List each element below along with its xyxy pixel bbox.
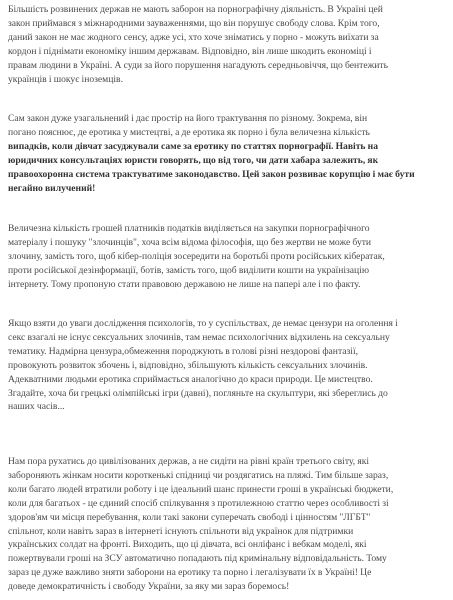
paragraph-4-line: тематику. Надмірна цензура,обмеження породжують в голові різні нездорові фантазії, <box>8 345 359 357</box>
paragraph-4-line: Адекватними людьми еротика сприймається аналогічно до краси природи. Це мистецтво. <box>8 373 373 385</box>
paragraph-4-line: Згадайте, хоча би грецькі олімпійські ігри (давні), погляньте на скульптури, які збереглись до <box>8 387 388 399</box>
paragraph-1-line: Більшість розвинених держав не мають заборон на порнографічну діяльність. В Україні цей <box>8 4 383 15</box>
paragraph-4 <box>8 317 446 414</box>
paragraph-1-line: правам людини в Україні. А суди за його порушення нагадують середньовіччя, що бентежить <box>8 59 388 71</box>
paragraph-3-line: злочину, замість того, щоб кібер-поліція зосередити на боротьбі проти російських кібератак, <box>8 250 385 262</box>
paragraph-5-line: коли багато людей втратили роботу і це ідеальний шанс принести гроші в українські бюджети, <box>8 483 394 495</box>
paragraph-5-line: здоров'ям чи місця перебування, коли такі закони суперечать свободі і цінностям "ЛГБТ" <box>8 511 371 523</box>
paragraph-5 <box>8 455 446 594</box>
paragraph-5-line: українських солдат на фронті. Виходить, що ці дівчата, всі онліфанс і вебкам моделі, які <box>8 539 367 551</box>
paragraph-1-line: українців і шокує іноземців. <box>8 73 123 85</box>
paragraph-3-line: проти російської дезінформації, ботів, замість того, щоб виділити кошти на українізацію <box>8 264 370 276</box>
paragraph-5-line: Нам пора рухатись до цивілізованих держав, а не сидіти на рівні країн третього світу, які <box>8 456 370 467</box>
paragraph-3-line: матеріалу і пошуку "злочинців", хоча всім відома філософія, що без жертви не може бути <box>8 236 372 248</box>
paragraph-3-line: Величезна кількість грошей платників податків виділяється на закупки порнографічного <box>8 223 370 234</box>
paragraph-2-line: юридичних консультаціях юристи говорять, що від того, чи дати хабара залежить, як <box>8 154 379 166</box>
paragraph-2-line: погано пояснює, де еротика у мистецтві, а де еротика як порно і була величезна кількість <box>8 126 370 138</box>
paragraph-5-line: коли для багатьох - це єдиний спосіб спілкування з протилежною статтю через особливості зі <box>8 497 389 509</box>
paragraph-4-line: наших часів... <box>8 401 65 413</box>
paragraph-5-line: зараз це дуже важливо зняти заборони на еротику та порно і легалізувати їх в Україні! Це <box>8 567 372 579</box>
paragraph-4-line: провокують розвиток збочень і, відповідно, збільшують кількість сексуальних злочинів. <box>8 359 368 371</box>
paragraph-5-line: спільнот, коли навіть зараз в інтернеті існують спільноти від українок для підтримки <box>8 525 354 537</box>
paragraph-5-line: пожертвували гроші на ЗСУ автоматично попадають під кримінальну відповідальність. Тому <box>8 553 387 565</box>
paragraph-5-line: забороняють жінкам носити короткенькі спідниці чи роздягатись на пляжі. Тим більше зараз, <box>8 469 389 481</box>
paragraph-4-line: Якщо взяти до уваги дослідження психологів, то у суспільствах, де немає цензури на оголення і <box>8 318 398 329</box>
paragraph-3 <box>8 222 446 292</box>
paragraph-4-line: секс взагалі не існує сексуальних злочинів, там немає психологічних відхилень на сексуальну <box>8 331 390 343</box>
paragraph-1-line: даний закон не має жодного сенсу, адже усі, хто хоче зніматись у порно - можуть виїхати за <box>8 31 379 43</box>
paragraph-2-line: негайно вилучений! <box>8 182 96 194</box>
paragraph-2-line: правоохоронна система трактуватиме законодавство. Цей закон розвиває корупцію і має бути <box>8 168 415 180</box>
paragraph-5-line: доведе демократичність і свободу України, за яку ми зараз боремось! <box>8 581 290 593</box>
paragraph-1-line: закон приймався з міжнародними зауваженнями, що він порушує свободу слова. Крім того, <box>8 17 380 29</box>
paragraph-3-line: інтернету. Тому пропоную стати правовою державою не лише на папері але і по факту. <box>8 278 361 290</box>
paragraph-2-line: випадків, коли дівчат засуджували саме за еротику по статтях порнографії. Навіть на <box>8 140 378 152</box>
paragraph-2-line: Сам закон дуже узагальнений і дає простір на його трактування по різному. Зокрема, він <box>8 113 368 124</box>
paragraph-1 <box>8 3 446 86</box>
paragraph-2 <box>8 112 446 195</box>
paragraph-1-line: кордон і піднімати економіку іншим державам. Відповідно, він лише шкодить економіці і <box>8 45 372 57</box>
